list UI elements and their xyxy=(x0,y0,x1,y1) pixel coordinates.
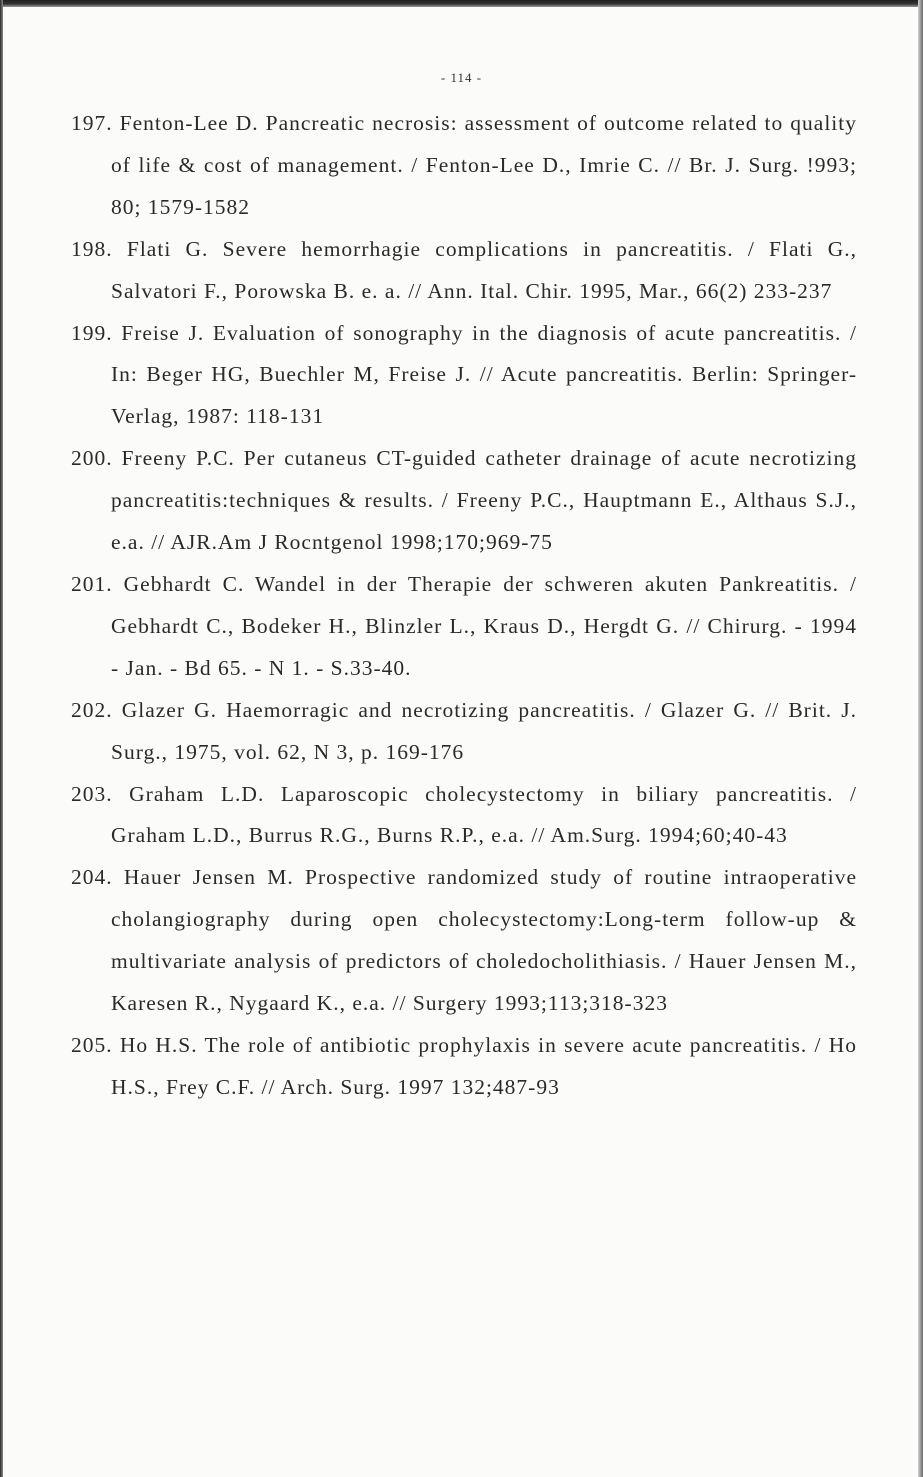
reference-200: 200. Freeny P.C. Per cutaneus CT-guided catheter drainage of acute necrotizing pancreatitis:techniques & results. / Freeny P.C., Hauptmann E., Althaus S.J., e.a. // AJR.Am J Rocntgenol 1998;170;969-75 xyxy=(71,446,857,555)
reference-198: 198. Flati G. Severe hemorrhagie complications in pancreatitis. / Flati G., Salvatori F., Porowska B. e. a. // Ann. Ital. Chir. 1995, Mar., 66(2) 233-237 xyxy=(71,236,857,303)
reference-197: 197. Fenton-Lee D. Pancreatic necrosis: assessment of outcome related to quality of life & cost of management. / Fenton-Lee D., Imrie C. // Br. J. Surg. !993; 80; 1579-1582 xyxy=(71,111,857,219)
reference-199: 199. Freise J. Evaluation of sonography in the diagnosis of acute pancreatitis. / In: Beger HG, Buechler M, Freise J. // Acute pancreatitis. Berlin: Springer-Verlag, 1987: 118-131 xyxy=(71,320,857,429)
scan-edge-left xyxy=(0,0,3,1477)
scan-edge-top xyxy=(0,0,923,7)
reference-205: 205. Ho H.S. The role of antibiotic prophylaxis in severe acute pancreatitis. / Ho H.S., Frey C.F. // Arch. Surg. 1997 132;487-93 xyxy=(71,1032,857,1099)
reference-203: 203. Graham L.D. Laparoscopic cholecystectomy in biliary pancreatitis. / Graham L.D., Burrus R.G., Burns R.P., e.a. // Am.Surg. 1994;60;40-43 xyxy=(71,781,857,848)
reference-list xyxy=(71,103,857,1109)
reference-201: 201. Gebhardt C. Wandel in der Therapie der schweren akuten Pankreatitis. / Gebhardt C., Bodeker H., Blinzler L., Kraus D., Hergdt G. // Chirurg. - 1994 - Jan. - Bd 65. - N 1. - S.33-40. xyxy=(71,571,857,680)
reference-204: 204. Hauer Jensen M. Prospective randomized study of routine intraoperative cholangiography during open cholecystectomy:Long-term follow-up & multivariate analysis of predictors of choledocholithiasis. / Hauer Jensen M., Karesen R., Nygaard K., e.a. // Surgery 1993;113;318-323 xyxy=(71,865,857,1016)
page-number: - 114 - xyxy=(440,70,483,85)
reference-202: 202. Glazer G. Haemorragic and necrotizing pancreatitis. / Glazer G. // Brit. J. Surg., 1975, vol. 62, N 3, p. 169-176 xyxy=(71,697,857,764)
scan-edge-right xyxy=(918,0,923,1477)
